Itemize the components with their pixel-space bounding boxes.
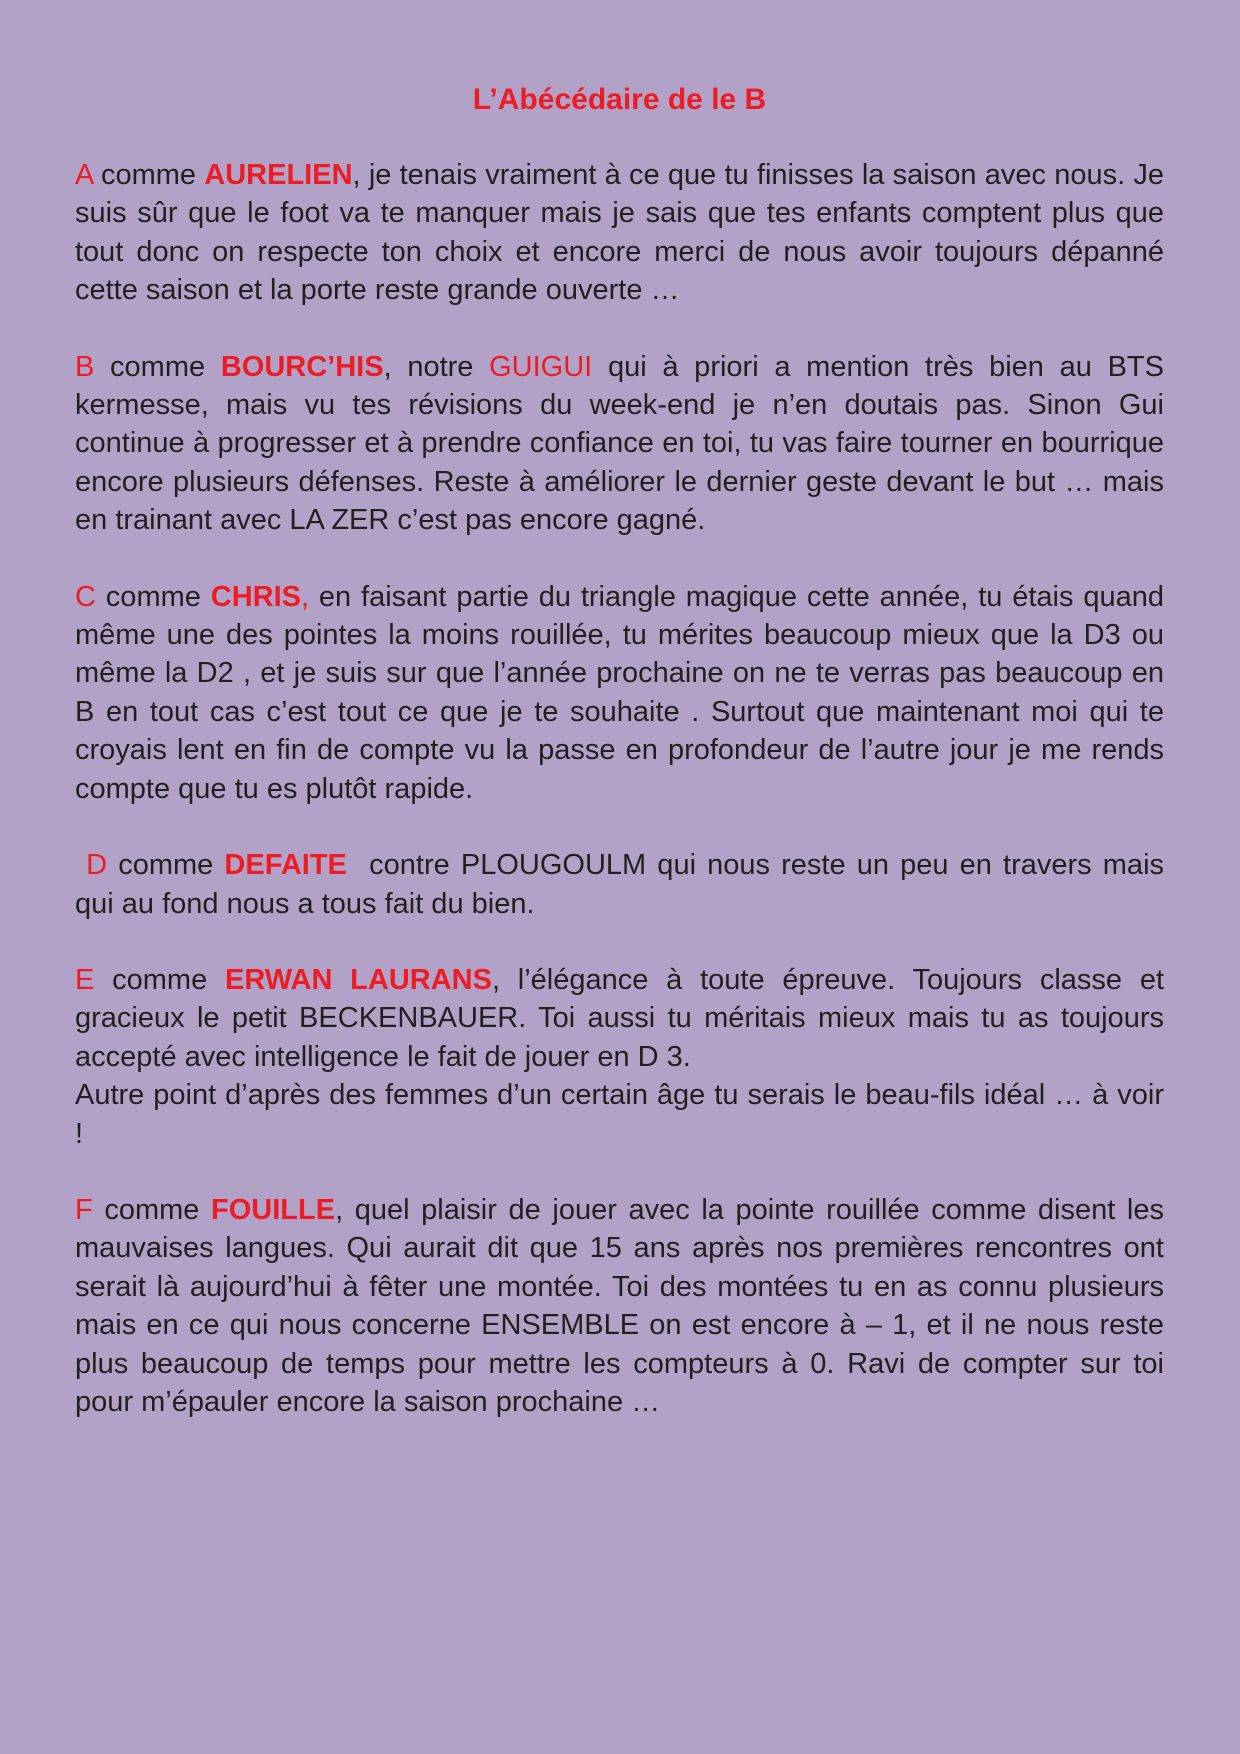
name-defaite: DEFAITE (224, 849, 347, 882)
name-erwan-laurans: ERWAN LAURANS (224, 963, 492, 996)
name-bourchis: BOURC’HIS (220, 350, 384, 383)
letter-b: B (75, 350, 95, 383)
letter-c: C (75, 580, 96, 613)
letter-d: D (86, 849, 108, 882)
letter-f: F (75, 1193, 93, 1226)
text-b-part1: , notre (383, 350, 490, 383)
nickname-guigui: GUIGUI (489, 350, 593, 383)
text-a: , je tenais vraiment à ce que tu finisses la saison avec nous. Je suis sûr que le foot va te manquer mais je sais que tes enfants comptent plus que tout donc on respecte ton choix et encore merci de nous avoir toujours dépanné cette saison et la porte reste grande ouverte … (75, 159, 1165, 307)
paragraph-e (75, 961, 1164, 1153)
text-c: en faisant partie du triangle magique cette année, tu étais quand même une des pointes la moins rouillée, tu mérites beaucoup mieux que la D3 ou même la D2 , et je suis sur que l’année prochaine on ne te verras pas beaucoup en B en tout cas c’est tout ce que je te souhaite . Surtout que maintenant moi qui te croyais lent en fin de compte vu la passe en profondeur de l’autre jour je me rends compte que tu es plutôt rapide. (75, 580, 1165, 805)
comme-f: comme (92, 1193, 212, 1226)
paragraph-a (75, 156, 1164, 310)
comme-b: comme (94, 350, 221, 383)
paragraph-f (75, 1191, 1164, 1421)
paragraph-d (75, 846, 1173, 923)
paragraph-b (75, 348, 1164, 540)
name-chris: CHRIS (210, 580, 301, 613)
comme-c: comme (95, 580, 211, 613)
paragraph-e-main (75, 961, 1164, 1076)
comme-d: comme (107, 849, 225, 882)
letter-a: A (75, 159, 93, 191)
text-b-part2: qui à priori a mention très bien au BTS kermesse, mais vu tes révisions du week-end je n’en doutais pas. Sinon Gui continue à progresser et à prendre confiance en toi, tu vas faire tourner en bourrique encore plusieurs défenses. Reste à améliorer le dernier geste devant le but … mais en trainant avec LA ZER c’est pas encore gagné. (75, 350, 1164, 537)
page-title: L’Abécédaire de le B (472, 83, 767, 116)
text-e-second: Autre point d’après des femmes d’un certain âge tu serais le beau-fils idéal … à voir ! (75, 1079, 1164, 1150)
comme-e: comme (94, 963, 225, 996)
name-fouille: FOUILLE (211, 1193, 336, 1226)
letter-e: E (75, 963, 95, 996)
text-f: , quel plaisir de jouer avec la pointe rouillée comme disent les mauvaises langues. Qui aurait dit que 15 ans après nos premières rencontres ont serait là aujourd’hui à fêter une montée. Toi des montées tu en as connu plusieurs mais en ce qui nous concerne ENSEMBLE on est encore à – 1, et il ne nous reste plus beaucoup de temps pour mettre les compteurs à 0. Ravi de compter sur toi pour m’épauler encore la saison prochaine … (75, 1193, 1164, 1418)
comme-a: comme (92, 159, 205, 191)
paragraph-c (75, 578, 1164, 808)
name-aurelien: AURELIEN (204, 159, 353, 191)
text-e: , l’élégance à toute épreuve. Toujours classe et gracieux le petit BECKENBAUER. Toi aussi tu méritais mieux mais tu as toujours accepté avec intelligence le fait de jouer en D 3. (75, 963, 1165, 1073)
text-d: contre PLOUGOULM qui nous reste un peu en travers mais qui au fond nous a tous fait du bien. (75, 849, 1173, 920)
comma-c: , (300, 580, 310, 613)
